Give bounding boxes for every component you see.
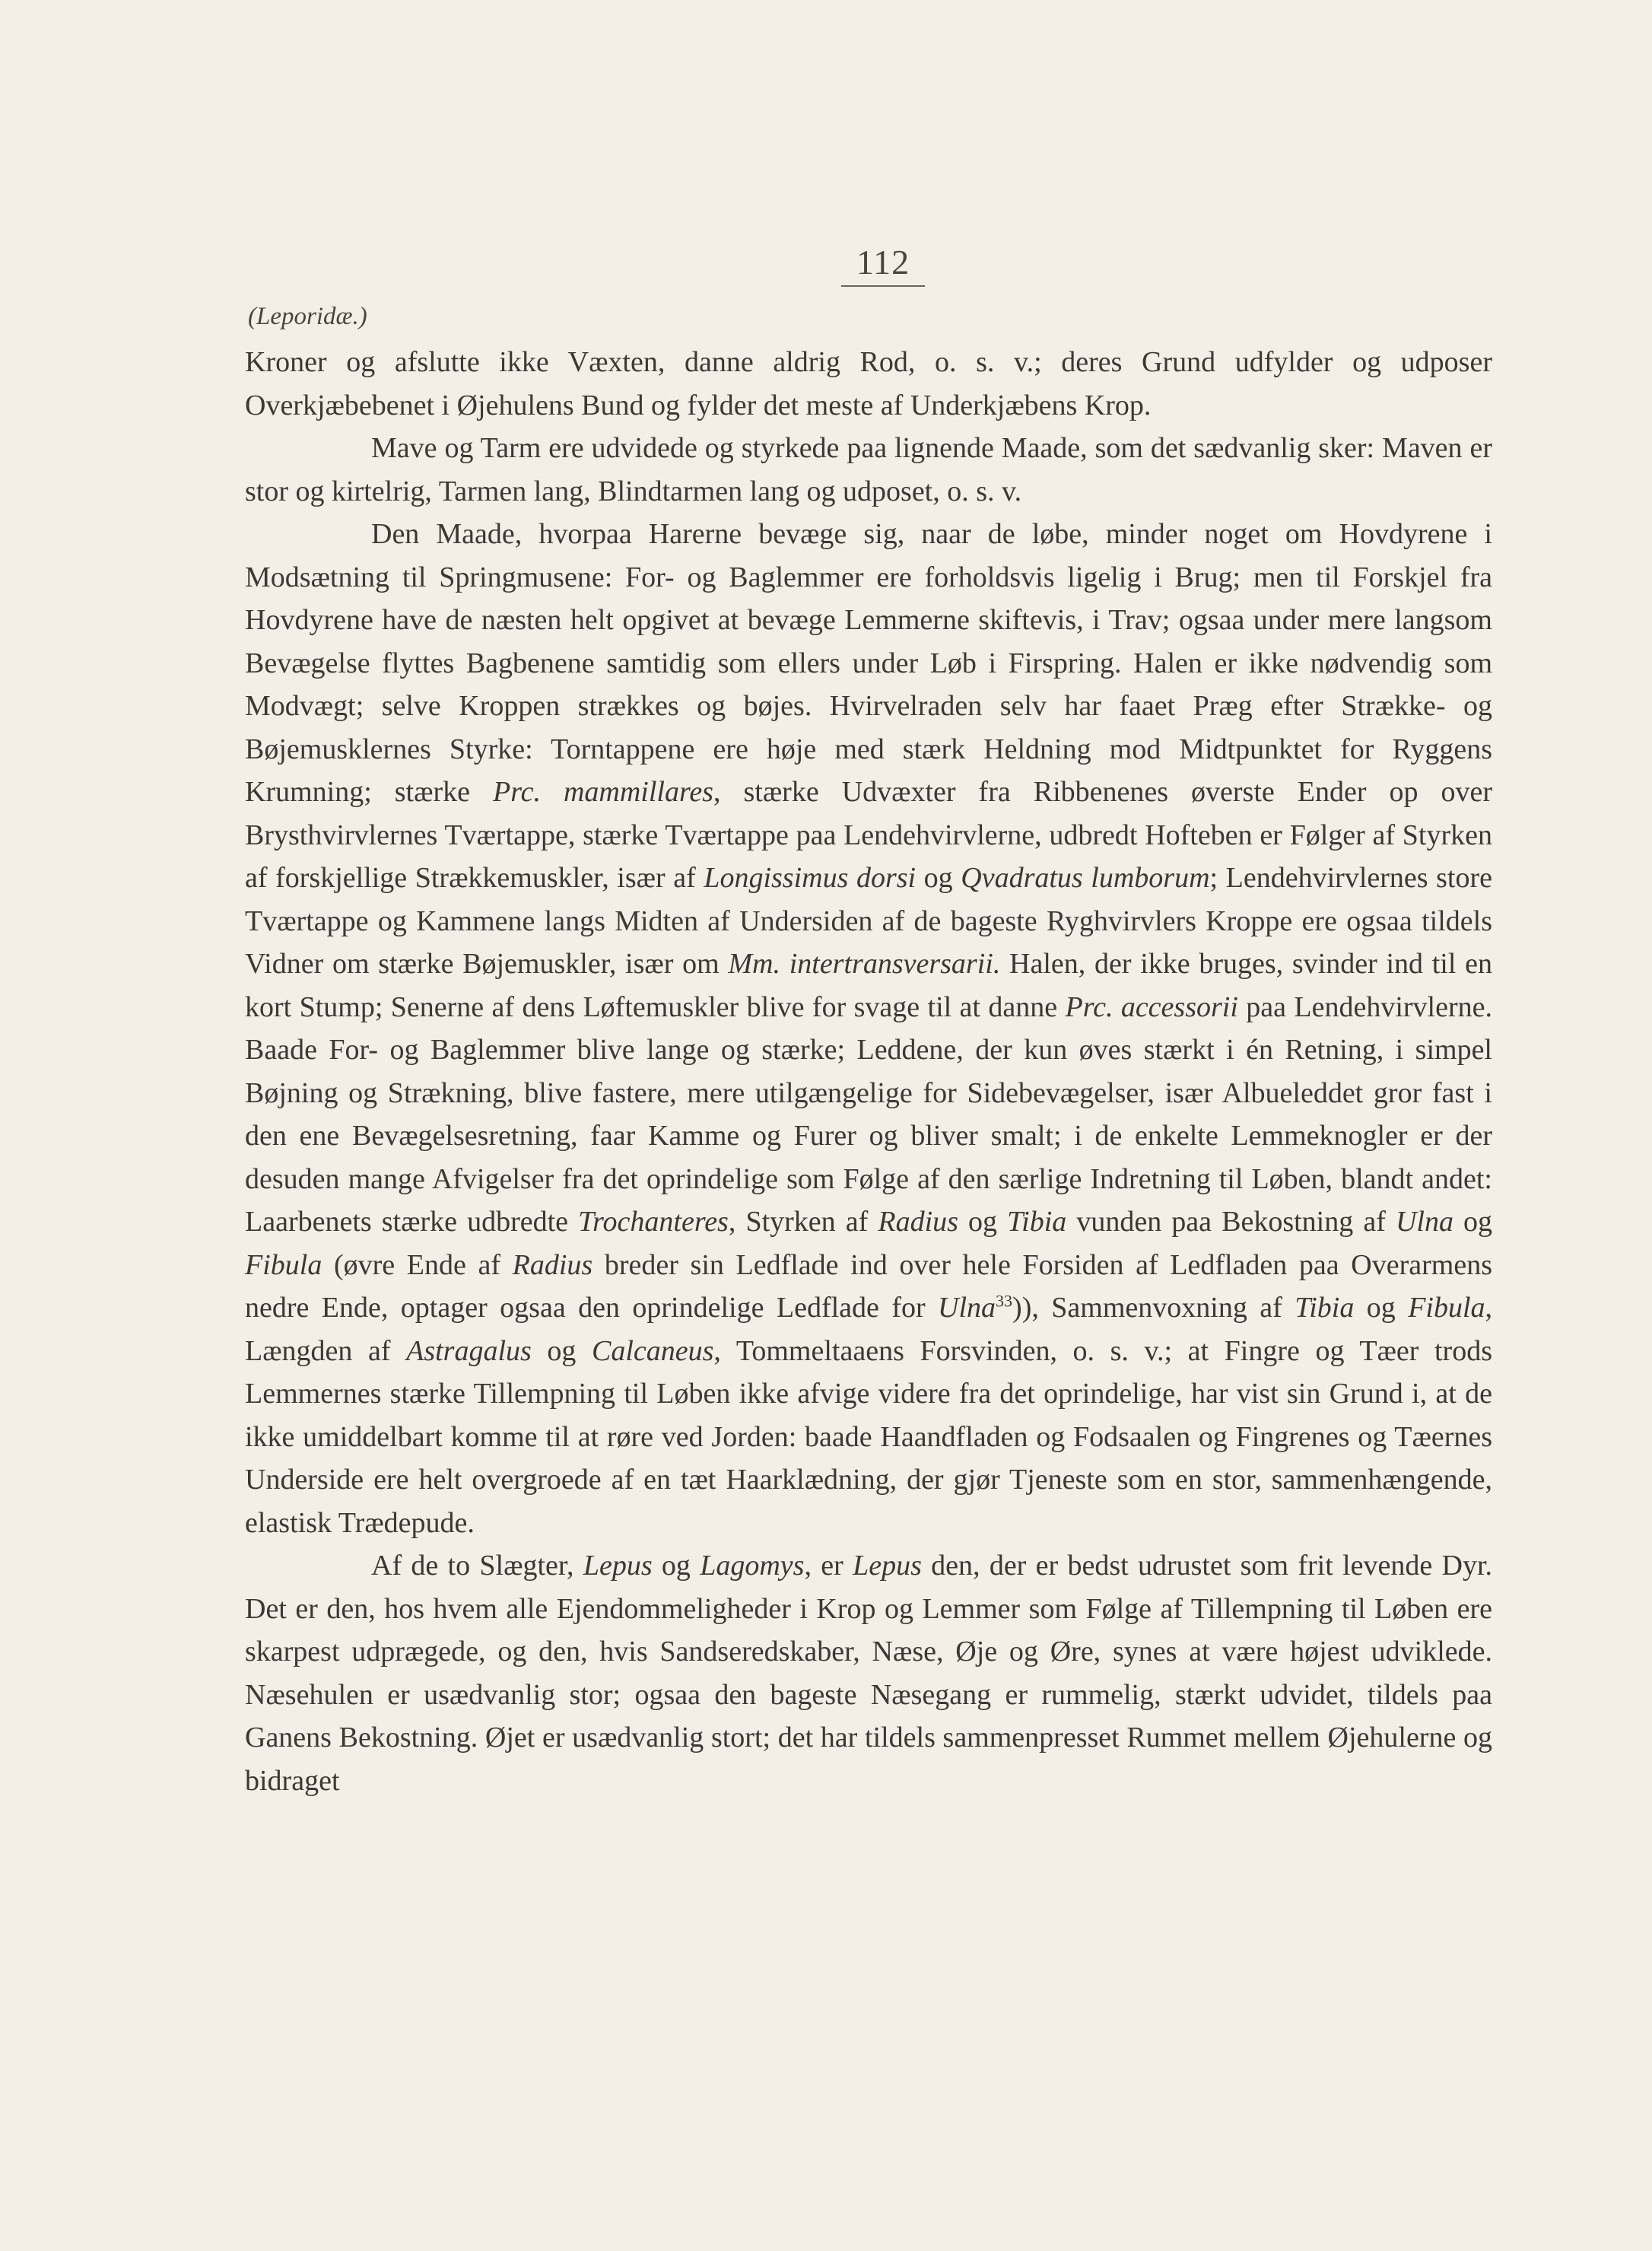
italic-term: Qvadratus lumborum — [961, 862, 1210, 894]
italic-term: Radius — [878, 1206, 958, 1238]
text-run: Halen, der ikke bruges, svinder ind til en kort Stump; Senerne af dens Løftemuskler blive for svage til at danne — [245, 948, 1493, 1023]
text-run: den, der er bedst udrustet som frit levende Dyr. Det er den, hos hvem alle Ejendommeligheder i Krop og Lemmer som Følge af Tillempning til Løben ere skarpest udprægede, og den, hvis Sandseredskaber, Næse, Øje og Øre, synes at være højest udviklede. Næsehulen er usædvanlig stor; ogsaa den bageste Næsegang er rummelig, stærkt udvidet, tildels paa Ganens Bekostning. Øjet er usædvanlig stort; det har tildels sammenpresset Rummet mellem Øjehulerne og bidraget — [245, 1550, 1492, 1797]
text-run: )), Sammenvoxning af — [1012, 1292, 1295, 1324]
running-head: (Leporidæ.) — [248, 303, 367, 330]
paragraph — [245, 427, 1492, 513]
text-run: (øvre Ende af — [322, 1248, 513, 1281]
text-run: og — [652, 1550, 701, 1582]
page-number: 112 — [856, 243, 910, 281]
italic-term: Radius — [512, 1248, 593, 1281]
text-run: paa Lendehvirvlerne. Baade For- og Baglemmer blive lange og stærke; Leddene, der kun øves stærkt i én Retning, i simpel Bøjning og Strækning, blive fastere, mere utilgængelige for Sidebevægelser, især Albueleddet gror fast i den ene Bevægelsesretning, faar Kamme og Furer og bliver smalt; i de enkelte Lemmeknogler er der desuden mange Afvigelser fra det oprindelige som Følge af den særlige Indretning til Løben, blandt andet: Laarbenets stærke udbredte — [245, 990, 1492, 1238]
italic-term: Fibula — [245, 1248, 322, 1281]
text-run: og — [1354, 1292, 1409, 1324]
italic-term: Fibula — [1408, 1292, 1485, 1324]
body-text — [245, 341, 1492, 1802]
italic-term: Lepus — [583, 1550, 653, 1582]
text-run: og — [916, 862, 961, 894]
italic-term: Ulna — [1395, 1206, 1453, 1238]
page-number-rule — [841, 285, 925, 287]
text-run: Den Maade, hvorpaa Harerne bevæge sig, naar de løbe, minder noget om Hovdyrene i Modsætning til Springmusene: For- og Baglemmer ere forholdsvis ligelig i Brug; men til Forskjel fra Hovdyrene have de næsten helt opgivet at bevæge Lemmerne skiftevis, i Trav; ogsaa under mere langsom Bevægelse flyttes Bagbenene samtidig som ellers under Løb i Firspring. Halen er ikke nødvendig som Modvægt; selve Kroppen strækkes og bøjes. Hvirvelraden selv har faaet Præg efter Strække- og Bøjemusklernes Styrke: Torntappene ere høje med stærk Heldning mod Midtpunktet for Ryggens Krumning; stærke — [245, 518, 1492, 808]
italic-term: Lepus — [853, 1550, 922, 1582]
text-run: vunden paa Bekostning af — [1066, 1206, 1396, 1238]
italic-term: Tibia — [1295, 1292, 1355, 1324]
text-run: breder sin Ledflade ind over hele Forsiden af Ledfladen paa Overarmens nedre Ende, optager ogsaa den oprindelige Ledflade for — [245, 1248, 1492, 1324]
italic-term: Trochanteres — [578, 1206, 729, 1238]
italic-term: Ulna — [938, 1292, 996, 1324]
italic-term: Calcaneus — [591, 1334, 714, 1367]
text-run: , Styrken af — [728, 1206, 878, 1238]
text-run: ; Lendehvirvlernes store Tværtappe og Kammene langs Midten af Undersiden af de bageste Ryghvirvlers Kroppe ere ogsaa tildels Vidner om stærke Bøjemuskler, især om — [245, 862, 1493, 980]
text-run: , er — [804, 1550, 853, 1582]
text-run: og — [531, 1334, 592, 1367]
italic-term: Astragalus — [406, 1334, 532, 1367]
paragraph — [245, 341, 1492, 427]
italic-term: Prc. accessorii — [1065, 990, 1238, 1023]
text-run: Af de to Slægter, — [371, 1550, 583, 1582]
italic-term: Tibia — [1007, 1206, 1067, 1238]
italic-term: Prc. mammillares — [492, 776, 713, 808]
text-run: og — [1453, 1206, 1493, 1238]
italic-term: Mm. intertransversarii. — [728, 948, 1001, 980]
text-run: og — [958, 1206, 1008, 1238]
paragraph — [245, 1544, 1492, 1802]
text-run: , stærke Udvæxter fra Ribbenenes øverste Ender op over Brysthvirvlernes Tværtappe, stærke Tværtappe paa Lendehvirvlerne, udbredt Hofteben er Følger af Styrken af forskjellige Strækkemuskler, især af — [245, 776, 1493, 894]
paragraph — [245, 513, 1492, 1544]
italic-term: Longissimus dorsi — [704, 862, 917, 894]
italic-term: Lagomys — [700, 1550, 805, 1582]
text-run: , Længden af — [245, 1292, 1493, 1367]
footnote-ref: 33 — [996, 1291, 1013, 1311]
text-run: , Tommeltaaens Forsvinden, o. s. v.; at Fingre og Tæer trods Lemmernes stærke Tillempning til Løben ikke afvige videre fra det oprindelige, har vist sin Grund i, at de ikke umiddelbart komme til at røre ved Jorden: baade Haandfladen og Fodsaalen og Fingrenes og Tæernes Underside ere helt overgroede af en tæt Haarklædning, der gjør Tjeneste som en stor, sammenhængende, elastisk Trædepude. — [245, 1334, 1492, 1539]
text-run: Kroner og afslutte ikke Væxten, danne aldrig Rod, o. s. v.; deres Grund udfylder og udposer Overkjæbebenet i Øjehulens Bund og fylder det meste af Underkjæbens Krop. — [245, 346, 1492, 421]
text-run: Mave og Tarm ere udvidede og styrkede paa lignende Maade, som det sædvanlig sker: Maven er stor og kirtelrig, Tarmen lang, Blindtarmen lang og udposet, o. s. v. — [245, 432, 1492, 507]
